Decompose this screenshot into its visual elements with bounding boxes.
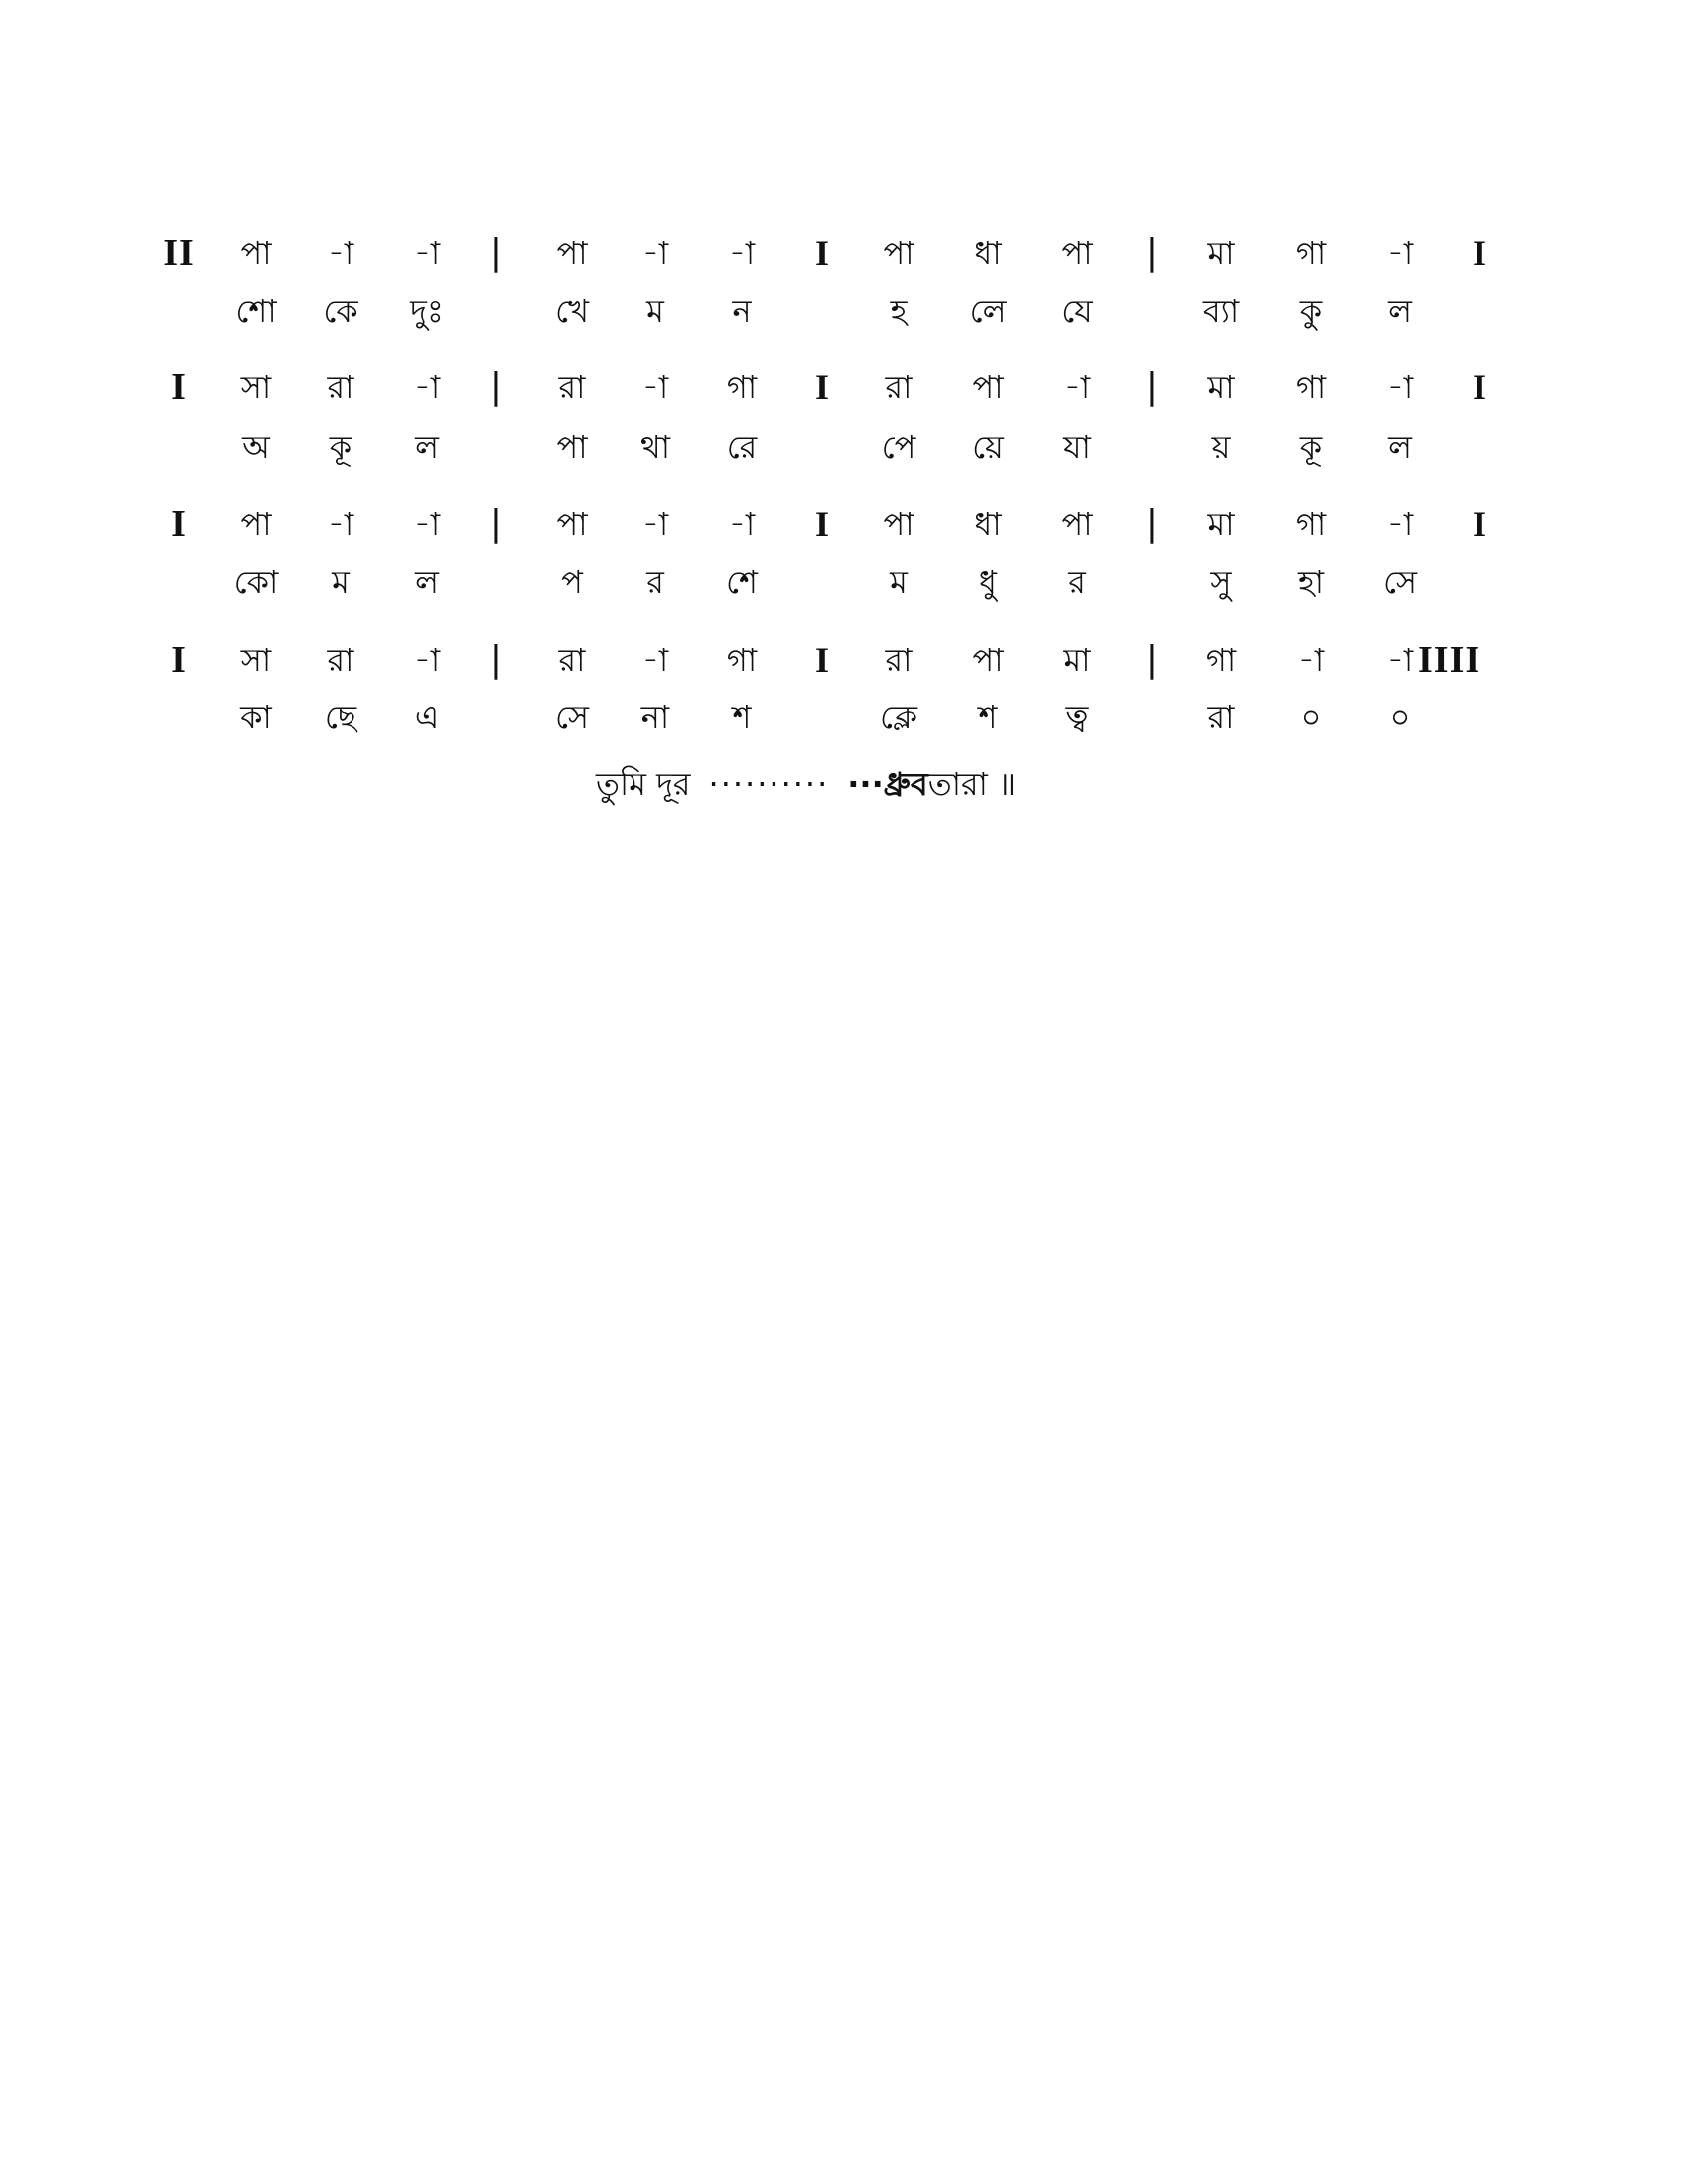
lyric-syllable: হা bbox=[1297, 563, 1325, 601]
swara-note: মা bbox=[1207, 505, 1235, 543]
lyric-syllable: কূ bbox=[329, 428, 352, 466]
swara-note: পা bbox=[972, 368, 1004, 406]
swara-note: পা bbox=[1061, 505, 1093, 543]
lyric-syllable: য় bbox=[1211, 428, 1231, 466]
lyric-row bbox=[0, 687, 1688, 747]
lyric-syllable: র bbox=[1068, 563, 1086, 601]
lyric-syllable: না bbox=[640, 698, 670, 736]
lyric-syllable: ০ bbox=[1389, 698, 1411, 736]
swara-note: -া bbox=[413, 368, 441, 406]
refrain-dots: ·········· bbox=[708, 765, 830, 803]
lyric-syllable: শে bbox=[726, 563, 758, 601]
swara-note: পা bbox=[883, 234, 914, 272]
swara-note: পা bbox=[1061, 234, 1093, 272]
swara-note: পা bbox=[556, 505, 588, 543]
bar-separator: | bbox=[490, 232, 503, 273]
bar-separator: | bbox=[1145, 232, 1159, 273]
swara-note: -া bbox=[1386, 505, 1414, 543]
swara-note: গা bbox=[1295, 368, 1327, 406]
swara-note: রা bbox=[558, 641, 586, 679]
swara-note: -া bbox=[641, 234, 669, 272]
lyric-syllable: সু bbox=[1210, 563, 1232, 601]
lyric-syllable: রে bbox=[726, 428, 758, 466]
bar-separator: | bbox=[490, 366, 503, 407]
bar-separator: | bbox=[1145, 503, 1159, 544]
lyric-syllable: প bbox=[561, 563, 583, 601]
lyric-row bbox=[0, 417, 1688, 477]
refrain-start: তুমি দূর bbox=[596, 765, 691, 803]
swara-note: -া bbox=[327, 234, 354, 272]
lyric-syllable: শ bbox=[732, 698, 752, 736]
lyric-syllable: ল bbox=[1388, 428, 1412, 466]
swara-row bbox=[0, 357, 1688, 417]
swara-note: সা bbox=[240, 368, 272, 406]
swara-note: রা bbox=[327, 641, 354, 679]
lyric-syllable: ম bbox=[332, 563, 350, 601]
swara-row bbox=[0, 494, 1688, 554]
lyric-syllable: পা bbox=[556, 428, 588, 466]
row-lead-mark: I bbox=[171, 503, 187, 545]
bar-separator: I bbox=[814, 504, 830, 544]
swara-note: পা bbox=[240, 505, 272, 543]
swara-note: -া bbox=[413, 505, 441, 543]
bar-separator: I bbox=[1472, 233, 1487, 273]
swara-note: পা bbox=[883, 505, 914, 543]
swara-note: ধা bbox=[974, 234, 1002, 272]
lyric-syllable: ম bbox=[646, 292, 664, 330]
refrain-end-bold: ···ধ্রুব bbox=[847, 765, 928, 803]
row-lead-mark: I bbox=[171, 639, 187, 681]
lyric-syllable: পে bbox=[881, 428, 916, 466]
swara-note: -া bbox=[1386, 368, 1414, 406]
lyric-syllable: ত্ব bbox=[1065, 698, 1089, 736]
lyric-syllable: ব্যা bbox=[1202, 292, 1240, 330]
lyric-syllable: ল bbox=[1388, 292, 1412, 330]
lyric-syllable: ল bbox=[415, 563, 439, 601]
swara-note: রা bbox=[558, 368, 586, 406]
row-lead-mark: I bbox=[171, 366, 187, 408]
lyric-syllable: ছে bbox=[324, 698, 357, 736]
swara-row bbox=[0, 223, 1688, 283]
swara-note: পা bbox=[240, 234, 272, 272]
bar-separator: | bbox=[490, 503, 503, 544]
swara-note: গা bbox=[726, 368, 758, 406]
lyric-row bbox=[0, 552, 1688, 612]
bar-separator: I bbox=[1472, 504, 1487, 544]
swara-note: গা bbox=[1295, 505, 1327, 543]
swara-note: গা bbox=[1295, 234, 1327, 272]
bar-separator: I bbox=[814, 367, 830, 407]
lyric-syllable: যা bbox=[1063, 428, 1091, 466]
swara-note: মা bbox=[1063, 641, 1091, 679]
lyric-syllable: দুঃ bbox=[410, 292, 444, 330]
lyric-syllable: লে bbox=[969, 292, 1007, 330]
lyric-syllable: শো bbox=[235, 292, 277, 330]
lyric-syllable: রা bbox=[1207, 698, 1235, 736]
bar-separator: I bbox=[1472, 367, 1487, 407]
swara-note: -া bbox=[1386, 234, 1414, 272]
lyric-syllable: কে bbox=[323, 292, 358, 330]
swara-note: ধা bbox=[974, 505, 1002, 543]
lyric-row bbox=[0, 281, 1688, 341]
swara-note: মা bbox=[1207, 234, 1235, 272]
lyric-syllable: ল bbox=[415, 428, 439, 466]
swara-note: মা bbox=[1207, 368, 1235, 406]
bar-separator: | bbox=[490, 639, 503, 680]
lyric-syllable: কো bbox=[233, 563, 279, 601]
refrain-end-rest: তারা ॥ bbox=[927, 765, 1017, 803]
bar-separator: IIII bbox=[1418, 639, 1481, 681]
swara-row bbox=[0, 630, 1688, 690]
lyric-syllable: কু bbox=[1299, 292, 1323, 330]
swara-note: পা bbox=[972, 641, 1004, 679]
lyric-syllable: কা bbox=[240, 698, 272, 736]
lyric-syllable: এ bbox=[414, 698, 440, 736]
swara-note: -া bbox=[641, 368, 669, 406]
lyric-syllable: ০ bbox=[1300, 698, 1322, 736]
lyric-syllable: শ bbox=[978, 698, 998, 736]
swara-note: পা bbox=[556, 234, 588, 272]
swara-note: -া bbox=[413, 234, 441, 272]
swara-note: রা bbox=[327, 368, 354, 406]
swara-note: -া bbox=[728, 234, 756, 272]
swara-note: -া bbox=[728, 505, 756, 543]
bar-separator: | bbox=[1145, 366, 1159, 407]
lyric-syllable: সে bbox=[554, 698, 590, 736]
lyric-syllable: ক্লে bbox=[879, 698, 918, 736]
swara-note: -া bbox=[413, 641, 441, 679]
lyric-syllable: থা bbox=[639, 428, 671, 466]
swara-note: গা bbox=[726, 641, 758, 679]
lyric-syllable: য়ে bbox=[972, 428, 1004, 466]
lyric-syllable: ম bbox=[890, 563, 908, 601]
lyric-syllable: খে bbox=[555, 292, 589, 330]
lyric-syllable: কূ bbox=[1299, 428, 1323, 466]
swara-note: রা bbox=[885, 641, 913, 679]
bar-separator: | bbox=[1145, 639, 1159, 680]
lyric-syllable: র bbox=[646, 563, 664, 601]
swara-note: রা bbox=[885, 368, 913, 406]
swara-note: -া bbox=[641, 641, 669, 679]
swara-note: গা bbox=[1205, 641, 1237, 679]
swara-note: -া bbox=[327, 505, 354, 543]
bar-separator: I bbox=[814, 233, 830, 273]
lyric-syllable: অ bbox=[242, 428, 270, 466]
lyric-syllable: যে bbox=[1061, 292, 1093, 330]
lyric-syllable: সে bbox=[1382, 563, 1418, 601]
swara-note: -া bbox=[1386, 641, 1414, 679]
swara-note: -া bbox=[1297, 641, 1325, 679]
swara-note: -া bbox=[641, 505, 669, 543]
swara-note: সা bbox=[240, 641, 272, 679]
refrain-line bbox=[596, 754, 1016, 814]
lyric-syllable: ন bbox=[732, 292, 752, 330]
swara-note: -া bbox=[1063, 368, 1091, 406]
lyric-syllable: হ bbox=[890, 292, 908, 330]
lyric-syllable: ধু bbox=[979, 563, 997, 601]
bar-separator: I bbox=[814, 640, 830, 680]
row-lead-mark: II bbox=[163, 232, 195, 274]
